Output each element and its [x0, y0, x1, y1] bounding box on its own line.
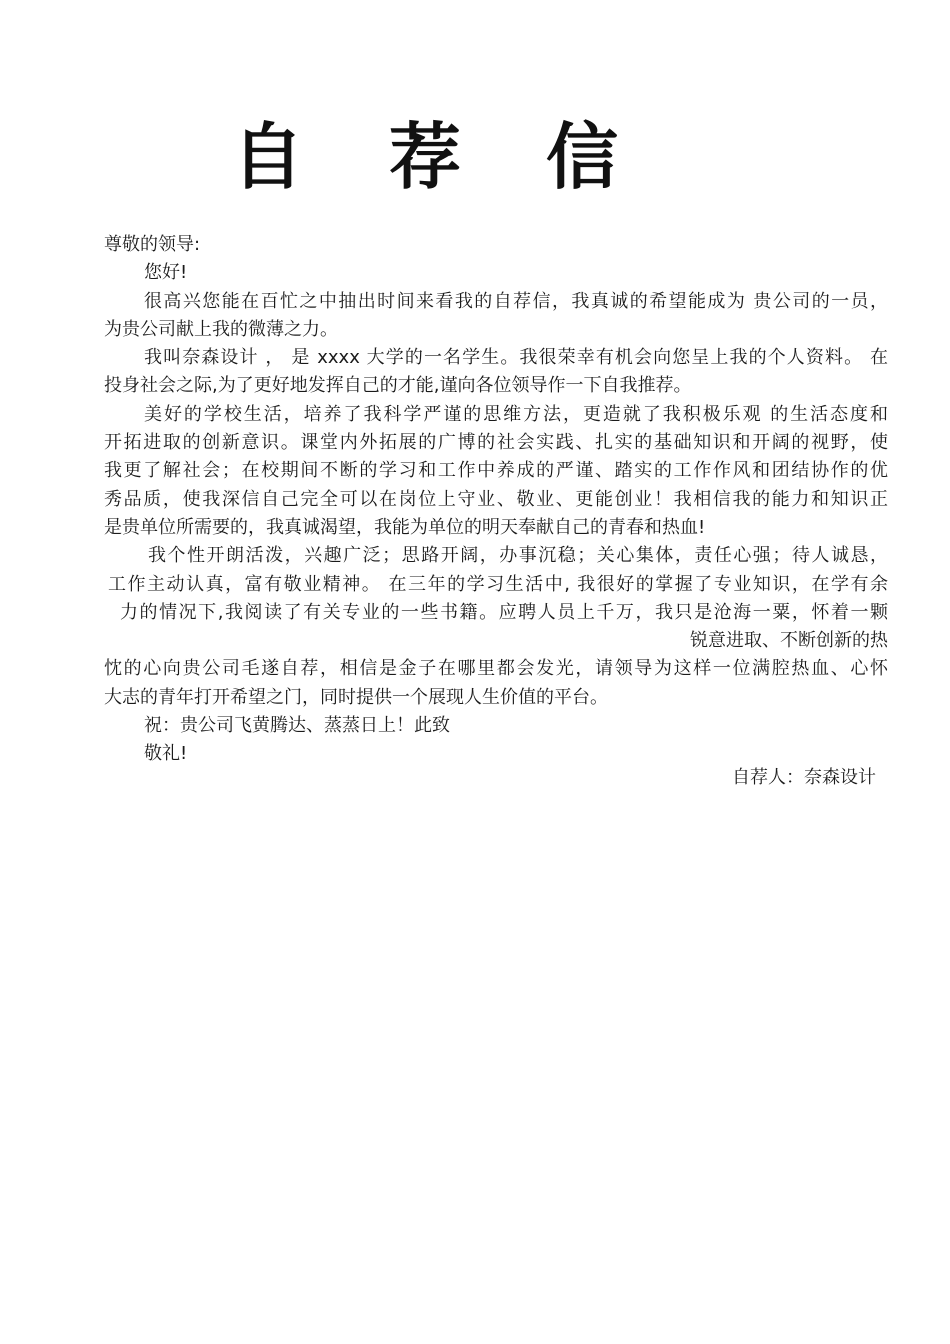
closing-regards: 敬礼! [144, 743, 188, 765]
paragraph-4-line: 我个性开朗活泼，兴趣广泛；思路开阔，办事沉稳；关心集体，责任心强；待人诚恳， [148, 545, 888, 567]
greeting-hello: 您好! [144, 262, 188, 284]
signature: 自荐人：奈森设计 [732, 767, 876, 788]
closing-wish: 祝：贵公司飞黄腾达、蒸蒸日上！此致 [144, 715, 450, 737]
paragraph-2-line: 我叫奈森设计 ， 是 xxxx 大学的一名学生。我很荣幸有机会向您呈上我的个人资料。 在 [144, 347, 888, 369]
paragraph-4-line: 工作主动认真，富有敬业精神。 在三年的学习生活中, 我很好的掌握了专业知识，在学有余 [108, 573, 888, 595]
paragraph-1-line: 为贵公司献上我的微薄之力。 [104, 318, 338, 340]
paragraph-4-line: 大志的青年打开希望之门，同时提供一个展现人生价值的平台。 [104, 686, 608, 708]
paragraph-3-line: 开拓进取的创新意识。课堂内外拓展的广博的社会实践、扎实的基础知识和开阔的视野，使 [104, 432, 888, 454]
salutation: 尊敬的领导: [104, 234, 201, 255]
paragraph-1-line: 很高兴您能在百忙之中抽出时间来看我的自荐信，我真诚的希望能成为 贵公司的一员， [144, 290, 888, 312]
paragraph-2-line: 投身社会之际,为了更好地发挥自己的才能,谨向各位领导作一下自我推荐。 [104, 375, 692, 397]
paragraph-3-line: 美好的学校生活，培养了我科学严谨的思维方法，更造就了我积极乐观 的生活态度和 [144, 403, 888, 425]
paragraph-3-line: 我更了解社会；在校期间不断的学习和工作中养成的严谨、踏实的工作作风和团结协作的优 [104, 460, 888, 482]
paragraph-4-line: 力的情况下,我阅读了有关专业的一些书籍。应聘人员上千万，我只是沧海一粟，怀着一颗 [120, 601, 888, 623]
letter-body [104, 231, 888, 769]
paragraph-3-line: 秀品质，使我深信自己完全可以在岗位上守业、敬业、更能创业！我相信我的能力和知识正 [104, 488, 888, 510]
paragraph-4-line: 忱的心向贵公司毛遂自荐，相信是金子在哪里都会发光，请领导为这样一位满腔热血、心怀 [104, 658, 888, 680]
page-title: 自 荐 信 [231, 115, 649, 199]
paragraph-3-line: 是贵单位所需要的，我真诚渴望，我能为单位的明天奉献自己的青春和热血! [104, 516, 706, 538]
paragraph-4-line: 锐意进取、不断创新的热 [690, 630, 888, 652]
